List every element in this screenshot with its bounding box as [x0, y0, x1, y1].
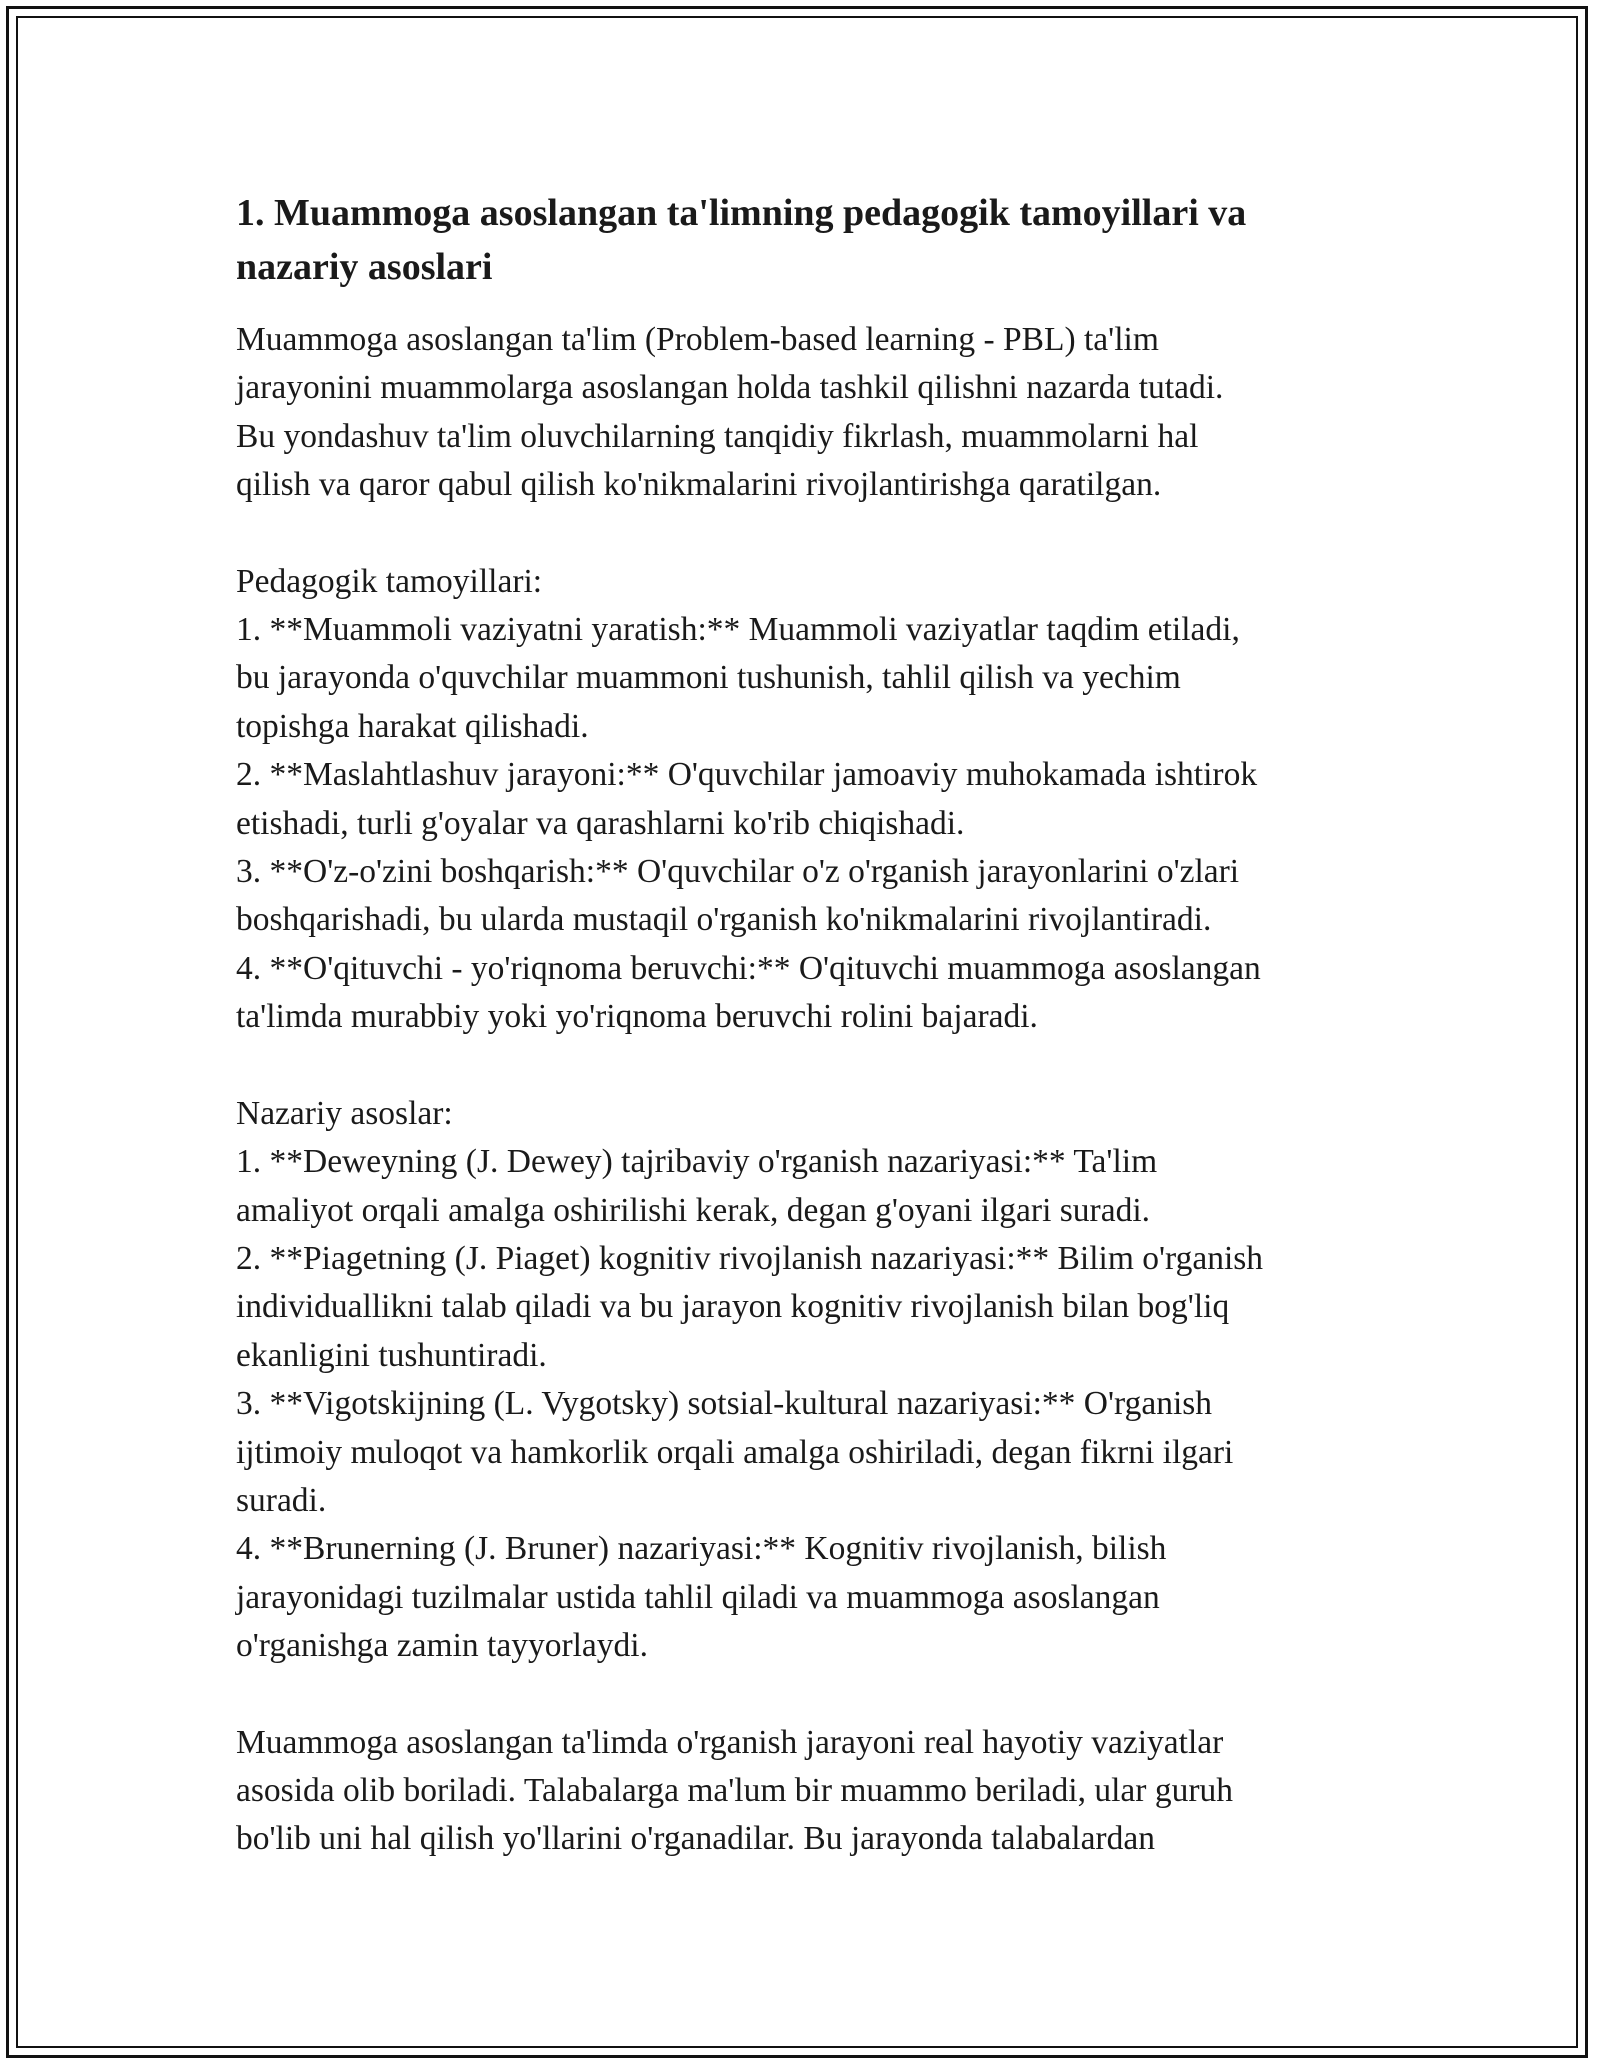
text-line: etishadi, turli g'oyalar va qarashlarni ko'rib chiqishadi.	[236, 804, 965, 842]
text-line: Muammoga asoslangan ta'lim (Problem-based learning - PBL) ta'lim	[236, 321, 1159, 358]
section-title	[236, 186, 1386, 294]
text-line: 1. **Deweyning (J. Dewey) tajribaviy o'rganish nazariyasi:** Ta'lim	[236, 1143, 1158, 1181]
text-line: 2. **Piagetning (J. Piaget) kognitiv rivojlanish nazariyasi:** Bilim o'rganish	[236, 1239, 1264, 1277]
principles-section	[236, 558, 1386, 1042]
text-line: 3. **O'z-o'zini boshqarish:** O'quvchilar o'z o'rganish jarayonlarini o'zlari	[236, 853, 1240, 891]
text-line: 4. **Brunerning (J. Bruner) nazariyasi:** Kognitiv rivojlanish, bilish	[236, 1530, 1167, 1568]
text-line: bo'lib uni hal qilish yo'llarini o'rganadilar. Bu jarayonda talabalardan	[236, 1820, 1155, 1858]
theory-section	[236, 1090, 1386, 1671]
text-line: suradi.	[236, 1481, 327, 1519]
section-heading: Pedagogik tamoyillari:	[236, 562, 543, 600]
paragraph-gap	[236, 1671, 1386, 1719]
text-line: Bu yondashuv ta'lim oluvchilarning tanqidiy fikrlash, muammolarni hal	[236, 417, 1199, 455]
text-line: topishga harakat qilishadi.	[236, 707, 589, 745]
text-line: o'rganishga zamin tayyorlaydi.	[236, 1627, 648, 1665]
text-line: 2. **Maslahtlashuv jarayoni:** O'quvchilar jamoaviy muhokamada ishtirok	[236, 756, 1258, 794]
text-line: jarayonidagi tuzilmalar ustida tahlil qiladi va muammoga asoslangan	[236, 1578, 1160, 1616]
text-line: 4. **O'qituvchi - yo'riqnoma beruvchi:** O'qituvchi muammoga asoslangan	[236, 949, 1261, 987]
text-line: boshqarishadi, bu ularda mustaqil o'rganish ko'nikmalarini rivojlantiradi.	[236, 901, 1212, 939]
text-line: 3. **Vigotskijning (L. Vygotsky) sotsial-kultural nazariyasi:** O'rganish	[236, 1385, 1213, 1423]
closing-paragraph	[236, 1719, 1386, 1864]
text-line: qilish va qaror qabul qilish ko'nikmalarini rivojlantirishga qaratilgan.	[236, 466, 1162, 504]
title-line: nazariy asoslari	[236, 246, 493, 288]
paragraph-gap	[236, 510, 1386, 558]
intro-paragraph	[236, 316, 1386, 510]
document-body	[236, 186, 1386, 1864]
text-line: asosida olib boriladi. Talabalarga ma'lum bir muammo beriladi, ular guruh	[236, 1771, 1233, 1809]
text-line: jarayonini muammolarga asoslangan holda tashkil qilishni nazarda tutadi.	[236, 369, 1224, 407]
text-line: ijtimoiy muloqot va hamkorlik orqali amalga oshiriladi, degan fikrni ilgari	[236, 1433, 1234, 1471]
paragraph-gap	[236, 1042, 1386, 1090]
text-line: Muammoga asoslangan ta'limda o'rganish jarayoni real hayotiy vaziyatlar	[236, 1723, 1224, 1761]
text-line: amaliyot orqali amalga oshirilishi kerak, degan g'oyani ilgari suradi.	[236, 1191, 1151, 1229]
title-line: 1. Muammoga asoslangan ta'limning pedagogik tamoyillari va	[236, 192, 1247, 234]
text-line: ekanligini tushuntiradi.	[236, 1336, 547, 1374]
text-line: ta'limda murabbiy yoki yo'riqnoma beruvchi rolini bajaradi.	[236, 998, 1038, 1036]
section-heading: Nazariy asoslar:	[236, 1094, 453, 1132]
text-line: bu jarayonda o'quvchilar muammoni tushunish, tahlil qilish va yechim	[236, 659, 1181, 697]
text-line: 1. **Muammoli vaziyatni yaratish:** Muammoli vaziyatlar taqdim etiladi,	[236, 611, 1240, 649]
text-line: individuallikni talab qiladi va bu jarayon kognitiv rivojlanish bilan bog'liq	[236, 1288, 1230, 1326]
